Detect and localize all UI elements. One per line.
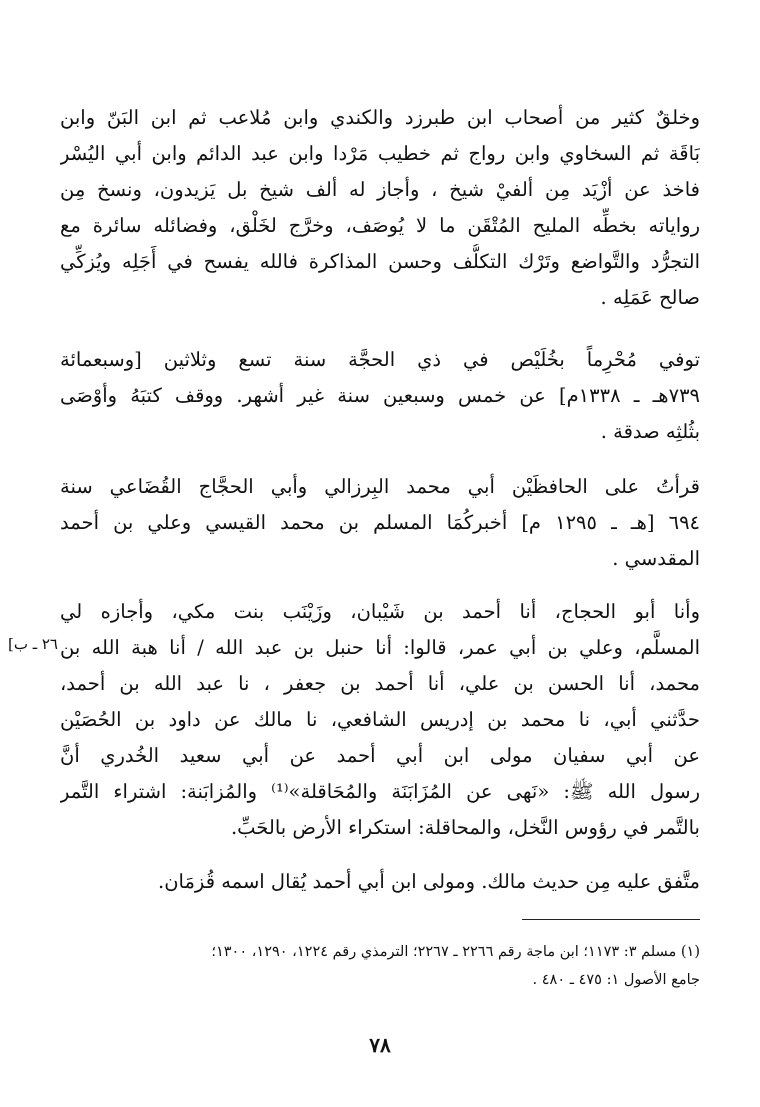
footnote-separator (522, 919, 700, 920)
text-line: بثُلثِه صدقة . (600, 420, 700, 443)
paragraph-1 (60, 100, 700, 316)
paragraph-2 (60, 342, 700, 450)
paragraph-4 (60, 594, 700, 846)
footnote-line: جامع الأصول ١: ٤٧٥ ـ ٤٨٠ . (532, 972, 700, 988)
text-line: المسلَّم، وعلي بن أبي عمر، قالوا: أنا حنبل بن عبد الله / أنا هبة الله بن (60, 636, 700, 659)
page-number: ٧٨ (369, 1033, 391, 1057)
footnotes (40, 938, 700, 994)
text-line: رواياته بخطِّه المليح المُتْقَن ما لا يُوصَف، وخرَّج لخَلْق، وفضائله سائرة مع (60, 214, 700, 237)
text-line: المقدسي . (612, 547, 700, 570)
text-line: حدَّثني أبي، نا محمد بن إدريس الشافعي، نا مالك عن داود بن الحُصَيْن (60, 708, 700, 731)
text-line: بَاقَة ثم السخاوي وابن رواج ثم خطيب مَرْدا وابن عبد الدائم وابن أبي اليُسْر (60, 142, 700, 165)
text-line: ٧٣٩هـ ـ ١٣٣٨م] عن خمس وسبعين سنة غير أشهر. ووقف كتبَهُ وأوْصَى (60, 384, 700, 407)
text-line: محمد، أنا الحسن بن علي، أنا أحمد بن جعفر ، نا عبد الله بن أحمد، (60, 672, 700, 695)
paragraph-3 (60, 469, 700, 577)
paragraph-5 (60, 864, 700, 900)
text-line: قرأتُ على الحافظَيْن أبي محمد البِرزالي وأبي الحجَّاج القُضَاعي سنة (60, 475, 700, 498)
text-line: وأنا أبو الحجاج، أنا أحمد بن شَيْبان، وزَيْنَب بنت مكي، وأجازه لي (60, 600, 700, 623)
text-line: عن أبي سفيان مولى ابن أبي أحمد عن أبي سعيد الخُدري أنَّ (60, 744, 700, 767)
text-line: توفي مُحْرِماً بخُلَيْص في ذي الحجَّة سنة تسع وثلاثين [وسبعمائة (60, 348, 700, 371)
manuscript-folio-marker: ٢٦ ـ ب] (7, 635, 58, 653)
text-line: متَّفق عليه مِن حديث مالك. ومولى ابن أبي أحمد يُقال اسمه قُزمَان. (158, 870, 700, 893)
text-line: ٦٩٤ [هـ ـ ١٢٩٥ م] أخبركُمَا المسلم بن محمد القيسي وعلي بن أحمد (60, 511, 700, 534)
text-line: صالح عَمَلِه . (600, 286, 700, 309)
text-line: فاخذ عن أزْيَد مِن ألفيْ شيخ ، وأجاز له ألف شيخ بل يَزيدون، ونسخ مِن (60, 178, 700, 201)
text-line: رسول الله ﷺ: «نَهى عن المُزَابَنَة والمُحَاقلة»⁽¹⁾ والمُزابَنة: اشتراء التَّمر (60, 780, 700, 803)
text-line: بالتَّمر في رؤوس النَّخل، والمحاقلة: استكراء الأرض بالحَبِّ. (230, 816, 700, 839)
footnote-line: (١) مسلم ٣: ١١٧٣؛ ابن ماجة رقم ٢٢٦٦ ـ ٢٢٦٧؛ الترمذي رقم ١٢٢٤، ١٢٩٠، ١٣٠٠؛ (211, 944, 700, 960)
text-line: التجرُّد والتَّواضع وتَرْك التكلُّف وحسن المذاكرة فالله يفسح في أَجَلِه ويُزكِّي (60, 250, 700, 273)
text-line: وخلقٌ كثير من أصحاب ابن طبرزد والكندي وابن مُلاعب ثم ابن البَنّ وابن (60, 106, 700, 129)
